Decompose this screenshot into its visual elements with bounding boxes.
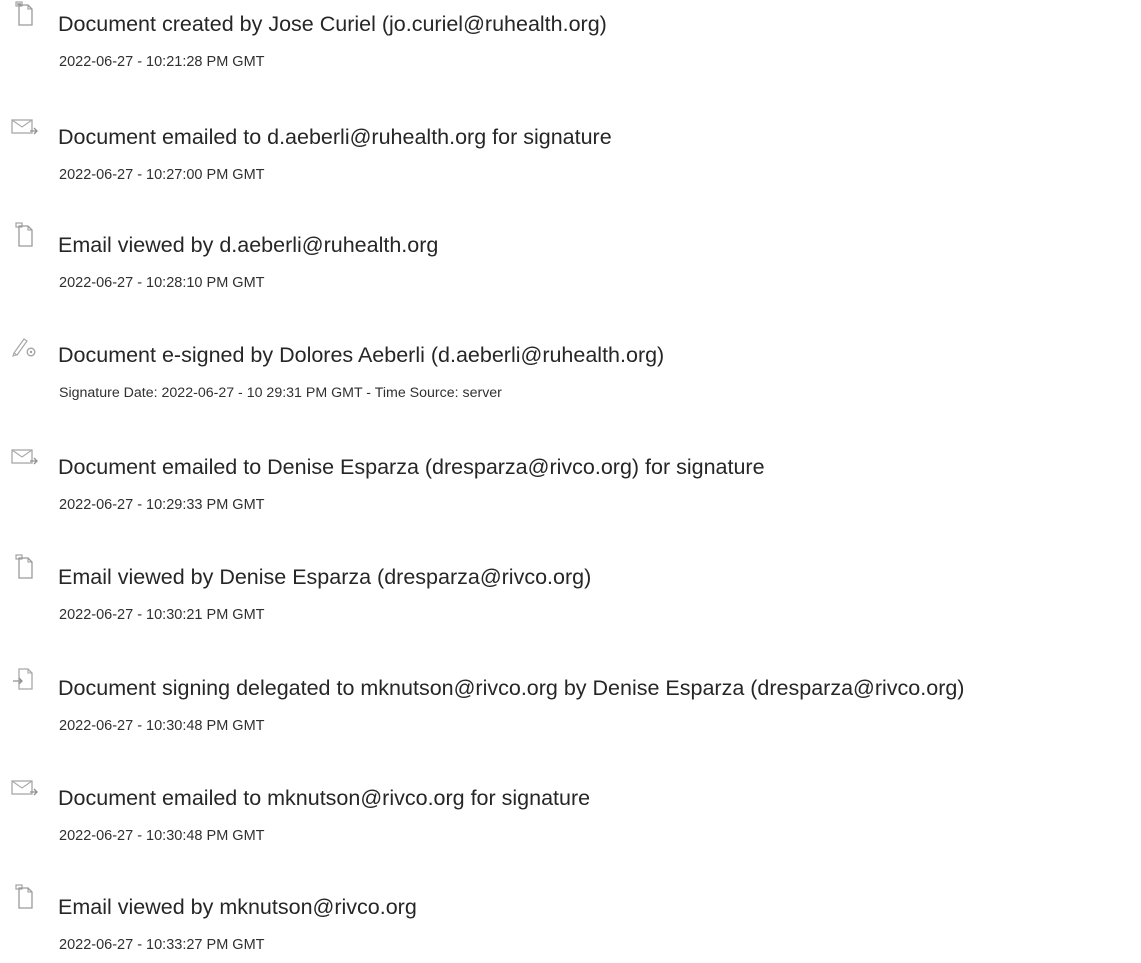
event-title: Email viewed by mknutson@rivco.org (58, 895, 417, 919)
event-title: Document created by Jose Curiel (jo.curiel@ruhealth.org) (58, 12, 607, 36)
e-signed-icon (10, 331, 40, 359)
audit-event (0, 113, 1141, 193)
event-timestamp: 2022-06-27 - 10:30:21 PM GMT (59, 607, 265, 623)
event-signature-date: Signature Date: 2022-06-27 - 10 29:31 PM GMT - Time Source: server (59, 385, 502, 401)
event-title: Document emailed to Denise Esparza (dresparza@rivco.org) for signature (58, 455, 765, 479)
event-title: Email viewed by Denise Esparza (dresparza@rivco.org) (58, 565, 592, 589)
event-timestamp: 2022-06-27 - 10:33:27 PM GMT (59, 937, 265, 953)
delegated-icon (10, 664, 40, 692)
audit-event (0, 774, 1141, 854)
email-viewed-icon (10, 883, 40, 911)
event-timestamp: 2022-06-27 - 10:30:48 PM GMT (59, 828, 265, 844)
email-sent-icon (10, 113, 40, 141)
audit-event (0, 443, 1141, 523)
event-timestamp: 2022-06-27 - 10:29:33 PM GMT (59, 497, 265, 513)
event-timestamp: 2022-06-27 - 10:28:10 PM GMT (59, 275, 265, 291)
event-title: Email viewed by d.aeberli@ruhealth.org (58, 233, 439, 257)
event-timestamp: 2022-06-27 - 10:27:00 PM GMT (59, 167, 265, 183)
document-created-icon (10, 0, 40, 28)
audit-event (0, 553, 1141, 633)
audit-event (0, 331, 1141, 411)
event-timestamp: 2022-06-27 - 10:30:48 PM GMT (59, 718, 265, 734)
email-sent-icon (10, 443, 40, 471)
event-title: Document signing delegated to mknutson@rivco.org by Denise Esparza (dresparza@rivco.org) (58, 676, 965, 700)
event-title: Document e-signed by Dolores Aeberli (d.aeberli@ruhealth.org) (58, 343, 665, 367)
event-title: Document emailed to mknutson@rivco.org for signature (58, 786, 591, 810)
email-viewed-icon (10, 221, 40, 249)
event-title: Document emailed to d.aeberli@ruhealth.org for signature (58, 125, 612, 149)
email-sent-icon (10, 774, 40, 802)
audit-event (0, 664, 1141, 744)
audit-event (0, 883, 1141, 963)
event-timestamp: 2022-06-27 - 10:21:28 PM GMT (59, 54, 265, 70)
email-viewed-icon (10, 553, 40, 581)
audit-event (0, 0, 1141, 80)
audit-event (0, 221, 1141, 301)
